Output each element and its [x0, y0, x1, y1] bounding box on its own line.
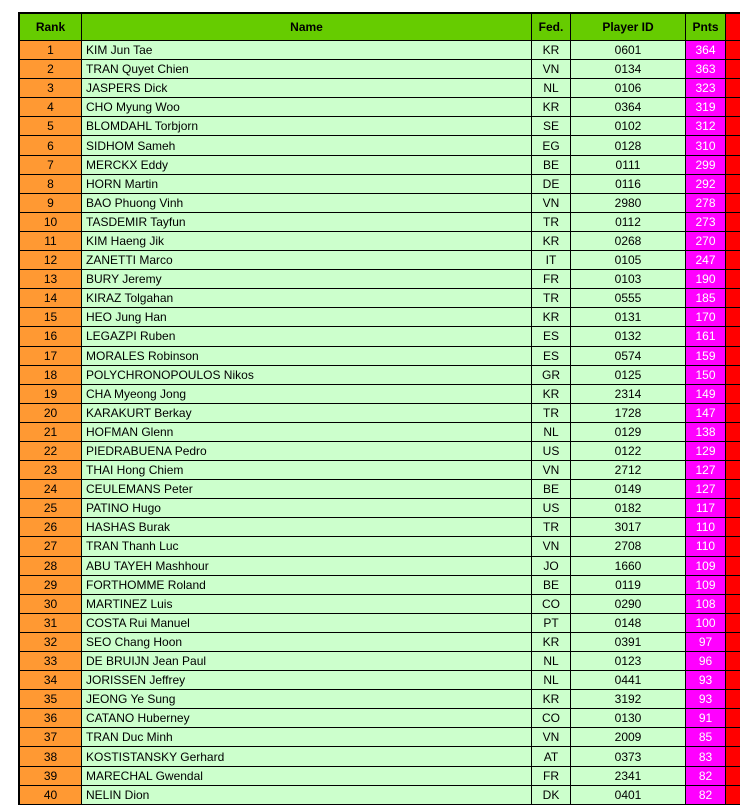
table-row[interactable] — [20, 232, 740, 251]
federation-cell: AT — [532, 747, 571, 766]
name-cell: MARECHAL Gwendal — [82, 767, 532, 786]
federation-cell: SE — [532, 117, 571, 136]
table-row[interactable] — [20, 289, 740, 308]
player-id-cell: 0112 — [571, 213, 686, 232]
name-column-header[interactable]: Name — [82, 14, 532, 41]
points-cell: 364 — [686, 41, 726, 60]
edge-cell — [726, 117, 740, 136]
rank-cell: 12 — [20, 251, 82, 270]
rank-cell: 40 — [20, 786, 82, 805]
name-cell: BAO Phuong Vinh — [82, 194, 532, 213]
points-cell: 273 — [686, 213, 726, 232]
player-id-cell: 0123 — [571, 652, 686, 671]
name-cell: HEO Jung Han — [82, 308, 532, 327]
federation-cell: CO — [532, 595, 571, 614]
federation-cell: TR — [532, 404, 571, 423]
federation-cell: NL — [532, 423, 571, 442]
name-cell: KOSTISTANSKY Gerhard — [82, 747, 532, 766]
table-row[interactable] — [20, 633, 740, 652]
points-cell: 147 — [686, 404, 726, 423]
name-cell: PIEDRABUENA Pedro — [82, 442, 532, 461]
rank-cell: 14 — [20, 289, 82, 308]
player-id-cell: 0391 — [571, 633, 686, 652]
table-row[interactable] — [20, 461, 740, 480]
table-row[interactable] — [20, 41, 740, 60]
federation-cell: KR — [532, 98, 571, 117]
player-id-cell: 1728 — [571, 404, 686, 423]
player-id-cell: 0105 — [571, 251, 686, 270]
name-cell: JORISSEN Jeffrey — [82, 671, 532, 690]
edge-cell — [726, 213, 740, 232]
edge-cell — [726, 156, 740, 175]
points-cell: 97 — [686, 633, 726, 652]
edge-cell — [726, 728, 740, 747]
name-cell: BLOMDAHL Torbjorn — [82, 117, 532, 136]
points-cell: 138 — [686, 423, 726, 442]
player-id-cell: 0364 — [571, 98, 686, 117]
edge-cell — [726, 366, 740, 385]
points-cell: 109 — [686, 576, 726, 595]
rank-cell: 18 — [20, 366, 82, 385]
rank-cell: 38 — [20, 747, 82, 766]
player-id-cell: 0555 — [571, 289, 686, 308]
points-cell: 363 — [686, 60, 726, 79]
table-row[interactable] — [20, 327, 740, 346]
player-id-cell: 0128 — [571, 136, 686, 155]
table-row[interactable] — [20, 366, 740, 385]
points-cell: 312 — [686, 117, 726, 136]
points-cell: 109 — [686, 557, 726, 576]
federation-cell: ES — [532, 347, 571, 366]
edge-cell — [726, 614, 740, 633]
name-cell: KARAKURT Berkay — [82, 404, 532, 423]
rank-cell: 10 — [20, 213, 82, 232]
edge-cell — [726, 136, 740, 155]
points-cell: 129 — [686, 442, 726, 461]
table-row[interactable] — [20, 404, 740, 423]
rank-cell: 36 — [20, 709, 82, 728]
name-cell: HORN Martin — [82, 175, 532, 194]
rank-cell: 25 — [20, 499, 82, 518]
name-cell: KIM Jun Tae — [82, 41, 532, 60]
player-id-cell: 0129 — [571, 423, 686, 442]
rank-cell: 29 — [20, 576, 82, 595]
points-cell: 85 — [686, 728, 726, 747]
points-cell: 299 — [686, 156, 726, 175]
name-cell: KIM Haeng Jik — [82, 232, 532, 251]
table-row[interactable] — [20, 690, 740, 709]
edge-cell — [726, 499, 740, 518]
name-cell: TASDEMIR Tayfun — [82, 213, 532, 232]
name-cell: DE BRUIJN Jean Paul — [82, 652, 532, 671]
federation-cell: VN — [532, 461, 571, 480]
table-row[interactable] — [20, 652, 740, 671]
name-cell: MARTINEZ Luis — [82, 595, 532, 614]
name-cell: ABU TAYEH Mashhour — [82, 557, 532, 576]
edge-cell — [726, 60, 740, 79]
rank-cell: 24 — [20, 480, 82, 499]
edge-cell — [726, 289, 740, 308]
edge-cell — [726, 194, 740, 213]
table-row[interactable] — [20, 308, 740, 327]
points-cell: 170 — [686, 308, 726, 327]
player-id-cell: 0148 — [571, 614, 686, 633]
edge-cell — [726, 480, 740, 499]
rank-cell: 28 — [20, 557, 82, 576]
rank-cell: 19 — [20, 385, 82, 404]
points-cell: 278 — [686, 194, 726, 213]
player-id-cell: 0125 — [571, 366, 686, 385]
player-id-cell: 0134 — [571, 60, 686, 79]
table-row[interactable] — [20, 537, 740, 556]
name-cell: PATINO Hugo — [82, 499, 532, 518]
federation-cell: EG — [532, 136, 571, 155]
federation-cell: JO — [532, 557, 571, 576]
table-row[interactable] — [20, 499, 740, 518]
player-id-cell: 0131 — [571, 308, 686, 327]
player-id-cell: 0122 — [571, 442, 686, 461]
player-id-cell: 0132 — [571, 327, 686, 346]
rank-cell: 35 — [20, 690, 82, 709]
edge-cell — [726, 576, 740, 595]
name-cell: KIRAZ Tolgahan — [82, 289, 532, 308]
federation-cell: TR — [532, 289, 571, 308]
name-cell: POLYCHRONOPOULOS Nikos — [82, 366, 532, 385]
points-cell: 110 — [686, 537, 726, 556]
table-row[interactable] — [20, 385, 740, 404]
name-cell: SIDHOM Sameh — [82, 136, 532, 155]
edge-cell — [726, 557, 740, 576]
table-row[interactable] — [20, 671, 740, 690]
name-cell: MERCKX Eddy — [82, 156, 532, 175]
points-cell: 150 — [686, 366, 726, 385]
player-id-cell: 0119 — [571, 576, 686, 595]
name-cell: HASHAS Burak — [82, 518, 532, 537]
federation-cell: DK — [532, 786, 571, 805]
header-row — [20, 14, 740, 41]
edge-cell — [726, 327, 740, 346]
federation-cell: IT — [532, 251, 571, 270]
rank-cell: 9 — [20, 194, 82, 213]
rank-cell: 16 — [20, 327, 82, 346]
federation-cell: FR — [532, 767, 571, 786]
points-column-header[interactable]: Pnts — [686, 14, 726, 41]
name-cell: LEGAZPI Ruben — [82, 327, 532, 346]
federation-cell: KR — [532, 232, 571, 251]
federation-cell: NL — [532, 79, 571, 98]
player-id-cell: 0149 — [571, 480, 686, 499]
federation-cell: PT — [532, 614, 571, 633]
table-row[interactable] — [20, 423, 740, 442]
federation-cell: KR — [532, 41, 571, 60]
points-cell: 159 — [686, 347, 726, 366]
points-cell: 323 — [686, 79, 726, 98]
player-id-cell: 2708 — [571, 537, 686, 556]
name-cell: BURY Jeremy — [82, 270, 532, 289]
next-column-header[interactable] — [726, 14, 740, 41]
table-row[interactable] — [20, 156, 740, 175]
player-id-cell: 0268 — [571, 232, 686, 251]
federation-cell: KR — [532, 690, 571, 709]
player-id-cell: 0182 — [571, 499, 686, 518]
table-row[interactable] — [20, 442, 740, 461]
points-cell: 117 — [686, 499, 726, 518]
edge-cell — [726, 79, 740, 98]
federation-cell: VN — [532, 728, 571, 747]
edge-cell — [726, 767, 740, 786]
table-row[interactable] — [20, 213, 740, 232]
edge-cell — [726, 652, 740, 671]
rank-cell: 26 — [20, 518, 82, 537]
player-id-cell: 0103 — [571, 270, 686, 289]
table-row[interactable] — [20, 767, 740, 786]
name-cell: TRAN Duc Minh — [82, 728, 532, 747]
player-id-cell: 3192 — [571, 690, 686, 709]
table-row[interactable] — [20, 595, 740, 614]
name-cell: CATANO Huberney — [82, 709, 532, 728]
player-id-cell: 2712 — [571, 461, 686, 480]
edge-cell — [726, 747, 740, 766]
name-cell: FORTHOMME Roland — [82, 576, 532, 595]
table-row[interactable] — [20, 270, 740, 289]
rank-cell: 13 — [20, 270, 82, 289]
federation-cell: FR — [532, 270, 571, 289]
table-row[interactable] — [20, 614, 740, 633]
table-row[interactable] — [20, 194, 740, 213]
table-row[interactable] — [20, 136, 740, 155]
table-row[interactable] — [20, 747, 740, 766]
edge-cell — [726, 308, 740, 327]
points-cell: 100 — [686, 614, 726, 633]
rank-cell: 3 — [20, 79, 82, 98]
player-id-cell: 2314 — [571, 385, 686, 404]
federation-cell: BE — [532, 156, 571, 175]
edge-cell — [726, 41, 740, 60]
rank-cell: 1 — [20, 41, 82, 60]
name-cell: MORALES Robinson — [82, 347, 532, 366]
player-id-cell: 0441 — [571, 671, 686, 690]
federation-column-header[interactable]: Fed. — [532, 14, 571, 41]
name-cell: THAI Hong Chiem — [82, 461, 532, 480]
rank-cell: 15 — [20, 308, 82, 327]
federation-cell: BE — [532, 576, 571, 595]
edge-cell — [726, 251, 740, 270]
ranking-table — [18, 12, 740, 805]
table-row[interactable] — [20, 728, 740, 747]
federation-cell: KR — [532, 633, 571, 652]
name-cell: CEULEMANS Peter — [82, 480, 532, 499]
table-row[interactable] — [20, 557, 740, 576]
name-cell: TRAN Thanh Luc — [82, 537, 532, 556]
rank-cell: 27 — [20, 537, 82, 556]
edge-cell — [726, 595, 740, 614]
table-row[interactable] — [20, 117, 740, 136]
points-cell: 82 — [686, 786, 726, 805]
table-row[interactable] — [20, 786, 740, 805]
rank-cell: 17 — [20, 347, 82, 366]
table-row[interactable] — [20, 576, 740, 595]
player-id-cell: 0102 — [571, 117, 686, 136]
player-id-cell: 0290 — [571, 595, 686, 614]
player-id-cell: 0601 — [571, 41, 686, 60]
points-cell: 185 — [686, 289, 726, 308]
federation-cell: VN — [532, 537, 571, 556]
points-cell: 108 — [686, 595, 726, 614]
rank-cell: 32 — [20, 633, 82, 652]
rank-cell: 20 — [20, 404, 82, 423]
edge-cell — [726, 98, 740, 117]
points-cell: 96 — [686, 652, 726, 671]
table-row[interactable] — [20, 175, 740, 194]
player-id-cell: 0574 — [571, 347, 686, 366]
rank-cell: 34 — [20, 671, 82, 690]
table-row[interactable] — [20, 79, 740, 98]
name-cell: HOFMAN Glenn — [82, 423, 532, 442]
edge-cell — [726, 347, 740, 366]
federation-cell: KR — [532, 308, 571, 327]
edge-cell — [726, 423, 740, 442]
points-cell: 93 — [686, 690, 726, 709]
player-id-cell: 0401 — [571, 786, 686, 805]
federation-cell: NL — [532, 671, 571, 690]
rank-cell: 5 — [20, 117, 82, 136]
player-id-cell: 0106 — [571, 79, 686, 98]
player-id-cell: 1660 — [571, 557, 686, 576]
points-cell: 190 — [686, 270, 726, 289]
rank-cell: 7 — [20, 156, 82, 175]
edge-cell — [726, 633, 740, 652]
edge-cell — [726, 690, 740, 709]
table-row[interactable] — [20, 251, 740, 270]
federation-cell: TR — [532, 518, 571, 537]
rank-cell: 4 — [20, 98, 82, 117]
edge-cell — [726, 175, 740, 194]
points-cell: 93 — [686, 671, 726, 690]
rank-cell: 22 — [20, 442, 82, 461]
edge-cell — [726, 404, 740, 423]
rank-cell: 37 — [20, 728, 82, 747]
rank-cell: 11 — [20, 232, 82, 251]
federation-cell: US — [532, 499, 571, 518]
points-cell: 292 — [686, 175, 726, 194]
edge-cell — [726, 461, 740, 480]
points-cell: 127 — [686, 461, 726, 480]
player-id-cell: 0373 — [571, 747, 686, 766]
rank-cell: 33 — [20, 652, 82, 671]
points-cell: 310 — [686, 136, 726, 155]
player-id-cell: 0116 — [571, 175, 686, 194]
name-cell: COSTA Rui Manuel — [82, 614, 532, 633]
rank-cell: 21 — [20, 423, 82, 442]
federation-cell: NL — [532, 652, 571, 671]
name-cell: JEONG Ye Sung — [82, 690, 532, 709]
player-id-cell: 3017 — [571, 518, 686, 537]
player-id-cell: 0111 — [571, 156, 686, 175]
rank-cell: 6 — [20, 136, 82, 155]
points-cell: 82 — [686, 767, 726, 786]
table-row[interactable] — [20, 709, 740, 728]
federation-cell: ES — [532, 327, 571, 346]
points-cell: 91 — [686, 709, 726, 728]
points-cell: 127 — [686, 480, 726, 499]
rank-cell: 2 — [20, 60, 82, 79]
table-row[interactable] — [20, 518, 740, 537]
player-id-cell: 0130 — [571, 709, 686, 728]
federation-cell: BE — [532, 480, 571, 499]
federation-cell: KR — [532, 385, 571, 404]
federation-cell: TR — [532, 213, 571, 232]
points-cell: 161 — [686, 327, 726, 346]
edge-cell — [726, 442, 740, 461]
edge-cell — [726, 518, 740, 537]
federation-cell: VN — [532, 60, 571, 79]
name-cell: SEO Chang Hoon — [82, 633, 532, 652]
name-cell: ZANETTI Marco — [82, 251, 532, 270]
player-id-cell: 2980 — [571, 194, 686, 213]
name-cell: TRAN Quyet Chien — [82, 60, 532, 79]
edge-cell — [726, 709, 740, 728]
name-cell: JASPERS Dick — [82, 79, 532, 98]
edge-cell — [726, 232, 740, 251]
name-cell: NELIN Dion — [82, 786, 532, 805]
rank-cell: 31 — [20, 614, 82, 633]
table-body — [20, 41, 740, 805]
points-cell: 110 — [686, 518, 726, 537]
edge-cell — [726, 537, 740, 556]
federation-cell: US — [532, 442, 571, 461]
rank-column-header[interactable]: Rank — [20, 14, 82, 41]
points-cell: 149 — [686, 385, 726, 404]
player-id-cell: 2009 — [571, 728, 686, 747]
table-row[interactable] — [20, 98, 740, 117]
table-row[interactable] — [20, 480, 740, 499]
edge-cell — [726, 786, 740, 805]
federation-cell: GR — [532, 366, 571, 385]
rank-cell: 8 — [20, 175, 82, 194]
player-id-column-header[interactable]: Player ID — [571, 14, 686, 41]
table-row[interactable] — [20, 347, 740, 366]
points-cell: 319 — [686, 98, 726, 117]
points-cell: 247 — [686, 251, 726, 270]
table-row[interactable] — [20, 60, 740, 79]
federation-cell: DE — [532, 175, 571, 194]
points-cell: 83 — [686, 747, 726, 766]
federation-cell: CO — [532, 709, 571, 728]
name-cell: CHO Myung Woo — [82, 98, 532, 117]
rank-cell: 30 — [20, 595, 82, 614]
points-cell: 270 — [686, 232, 726, 251]
edge-cell — [726, 671, 740, 690]
rank-cell: 23 — [20, 461, 82, 480]
federation-cell: VN — [532, 194, 571, 213]
edge-cell — [726, 385, 740, 404]
edge-cell — [726, 270, 740, 289]
player-id-cell: 2341 — [571, 767, 686, 786]
rank-cell: 39 — [20, 767, 82, 786]
name-cell: CHA Myeong Jong — [82, 385, 532, 404]
